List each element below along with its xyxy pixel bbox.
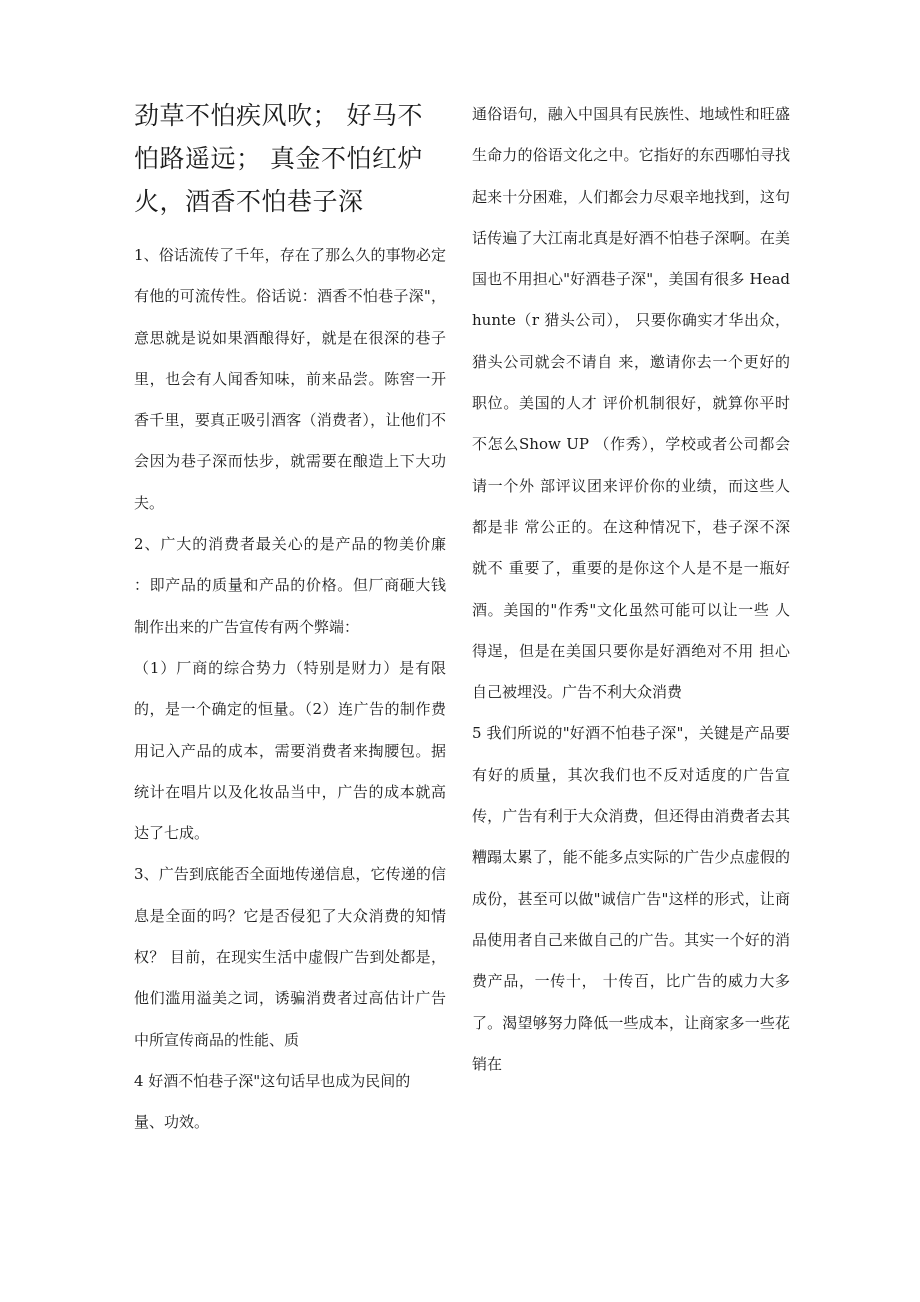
- paragraph-3-end: 量、功效。: [134, 1113, 210, 1132]
- paragraph-5: 5 我们所说的"好酒不怕巷子深"，关键是产品要有好的质量，其次我们也不反对适度的广告宣传，广告有利于大众消费，但还得由消费者去其糟蹋太累了，能不能多点实际的广告少点虚假的成份，甚至可以做"诚信广告"这样的形式，让商品使用者自己来做自己的广告。其实一个好的消费产品，一传十， 十传百，比广告的威力大多了。渴望够努力降低一些成本，让商家多一些花销在: [472, 724, 790, 1073]
- right-column: [472, 94, 790, 1085]
- paragraph-2: 2、广大的消费者最关心的是产品的物美价廉 ：即产品的质量和产品的价格。但厂商砸大钱制作出来的广告宣传有两个弊端：: [134, 535, 446, 636]
- document-title: 劲草不怕疾风吹； 好马不怕路遥远； 真金不怕红炉火，酒香不怕巷子深: [134, 101, 423, 216]
- paragraph-3: 3、广告到底能否全面地传递信息，它传递的信息是全面的吗？它是否侵犯了大众消费的知情权？ 目前，在现实生活中虚假广告到处都是，他们滥用溢美之词，诱骗消费者过高估计广告中所宣传商品的性能、质: [134, 865, 446, 1049]
- paragraph-4-start: 4 好酒不怕巷子深"这句话早也成为民间的: [134, 1071, 411, 1090]
- paragraph-1: 1、俗话流传了千年，存在了那么久的事物必定有他的可流传性。俗话说：酒香不怕巷子深"，意思就是说如果酒酿得好，就是在很深的巷子里，也会有人闻香知味，前来品尝。陈窖一开香千里，要真正吸引酒客（消费者），让他们不会因为巷子深而怯步，就需要在酿造上下大功夫。: [134, 246, 446, 512]
- left-column: [134, 94, 446, 1144]
- paragraph-4-continued: 通俗语句，融入中国具有民族性、地域性和旺盛生命力的俗语文化之中。它指好的东西哪怕寻找起来十分困难，人们都会力尽艰辛地找到，这句话传遍了大江南北真是好酒不怕巷子深啊。在美国也不用担心"好酒巷子深"，美国有很多 Headhunte（r 猎头公司）， 只要你确实才华出众，猎头公司就会不请自 来，邀请你去一个更好的职位。美国的人才 评价机制很好，就算你平时不怎么Show UP （作秀），学校或者公司都会请一个外 部评议团来评价你的业绩，而这些人都是非 常公正的。在这种情况下，巷子深不深就不 重要了，重要的是你这个人是不是一瓶好 酒。美国的"作秀"文化虽然可能可以让一些 人得逞，但是在美国只要你是好酒绝对不用 担心自己被埋没。广告不利大众消费: [472, 105, 790, 702]
- paragraph-2-points: （1）厂商的综合势力（特别是财力）是有限的，是一个确定的恒量。（2）连广告的制作费用记入产品的成本，需要消费者来掏腰包。据统计在唱片以及化妆品当中，广告的成本就高达了七成。: [134, 658, 446, 843]
